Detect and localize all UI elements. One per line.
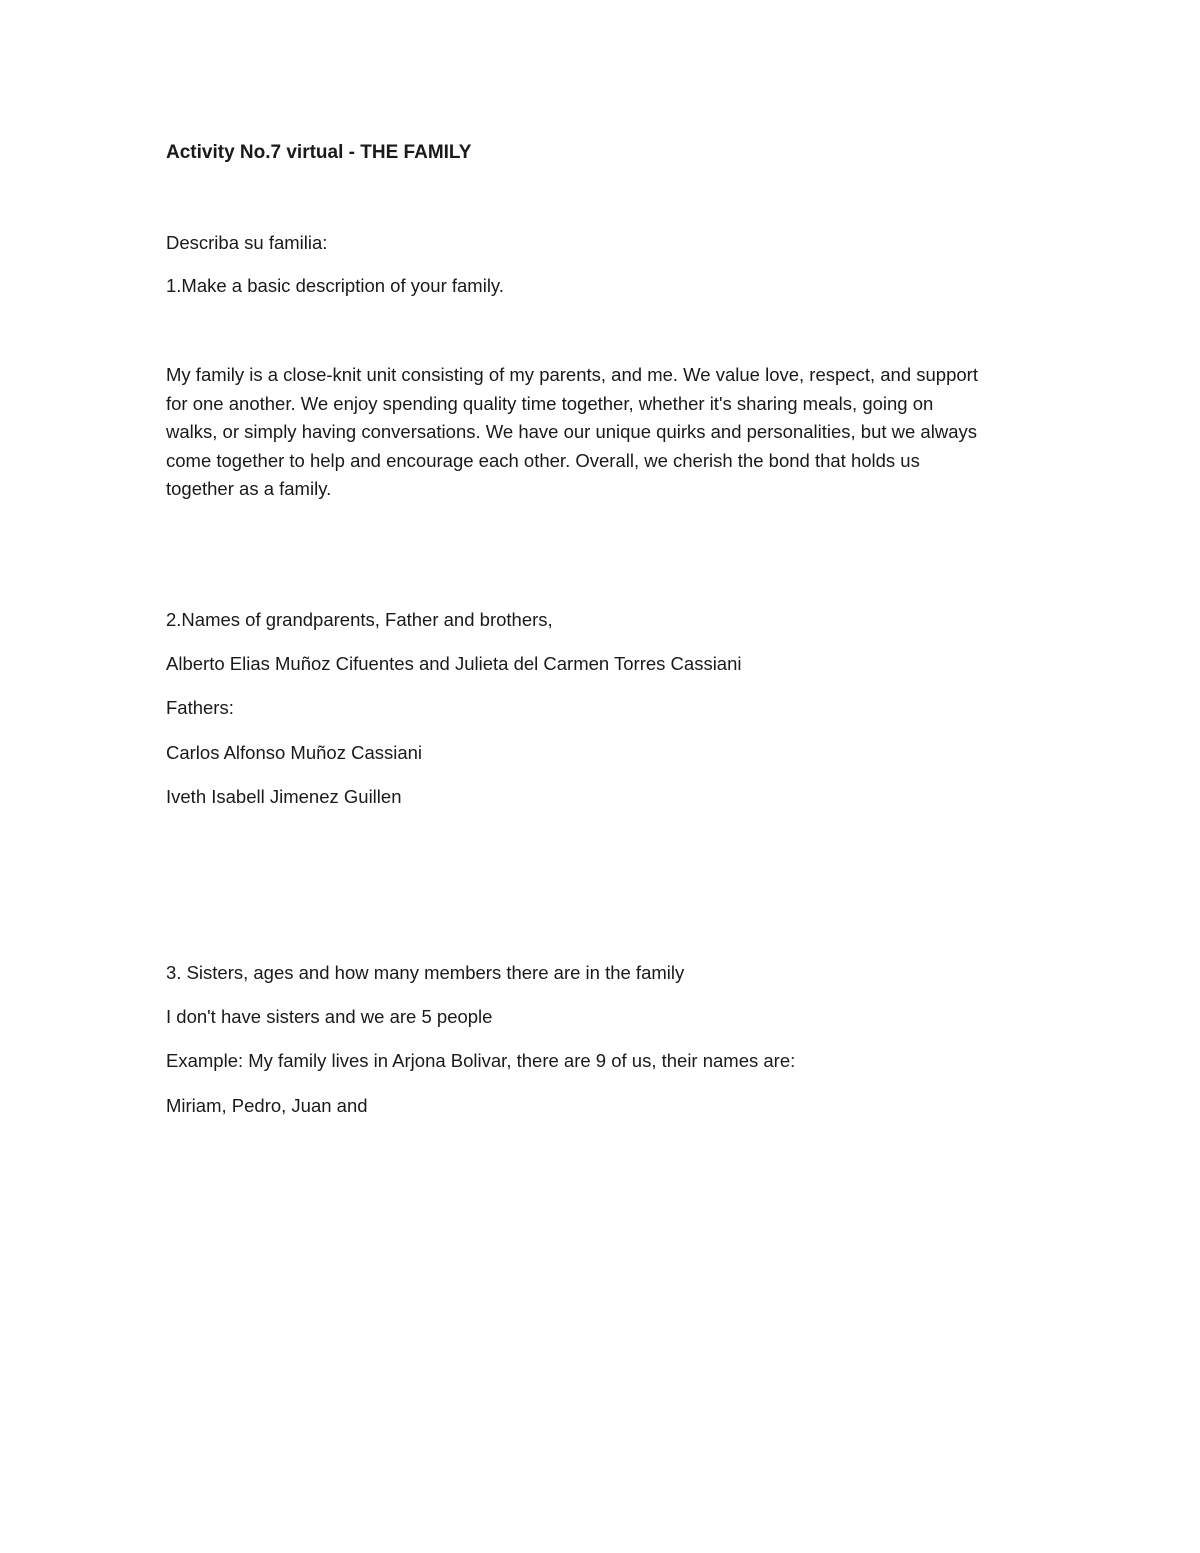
- question-3: 3. Sisters, ages and how many members there are in the family: [166, 962, 685, 983]
- document-title: Activity No.7 virtual - THE FAMILY: [166, 142, 472, 163]
- answer-1-line: together as a family.: [166, 478, 332, 499]
- mother-name: Iveth Isabell Jimenez Guillen: [166, 786, 402, 807]
- intro-text: Describa su familia:: [166, 232, 328, 253]
- answer-1-line: walks, or simply having conversations. We have our unique quirks and personalities, but we always: [166, 421, 977, 442]
- answer-1-line: come together to help and encourage each other. Overall, we cherish the bond that holds us: [166, 449, 920, 471]
- answer-1-paragraph: [166, 361, 1046, 504]
- question-1: 1.Make a basic description of your family.: [166, 275, 504, 296]
- example-names: Miriam, Pedro, Juan and: [166, 1095, 368, 1116]
- example-text: Example: My family lives in Arjona Bolivar, there are 9 of us, their names are:: [166, 1050, 796, 1071]
- question-2: 2.Names of grandparents, Father and brothers,: [166, 609, 553, 630]
- answer-1-line: for one another. We enjoy spending quality time together, whether it's sharing meals, going on: [166, 392, 934, 414]
- answer-1-line: My family is a close-knit unit consisting of my parents, and me. We value love, respect, and support: [166, 364, 978, 385]
- grandparents-names: Alberto Elias Muñoz Cifuentes and Julieta del Carmen Torres Cassiani: [166, 653, 742, 674]
- answer-3: I don't have sisters and we are 5 people: [166, 1006, 493, 1027]
- father-name: Carlos Alfonso Muñoz Cassiani: [166, 742, 423, 763]
- fathers-label: Fathers:: [166, 697, 234, 718]
